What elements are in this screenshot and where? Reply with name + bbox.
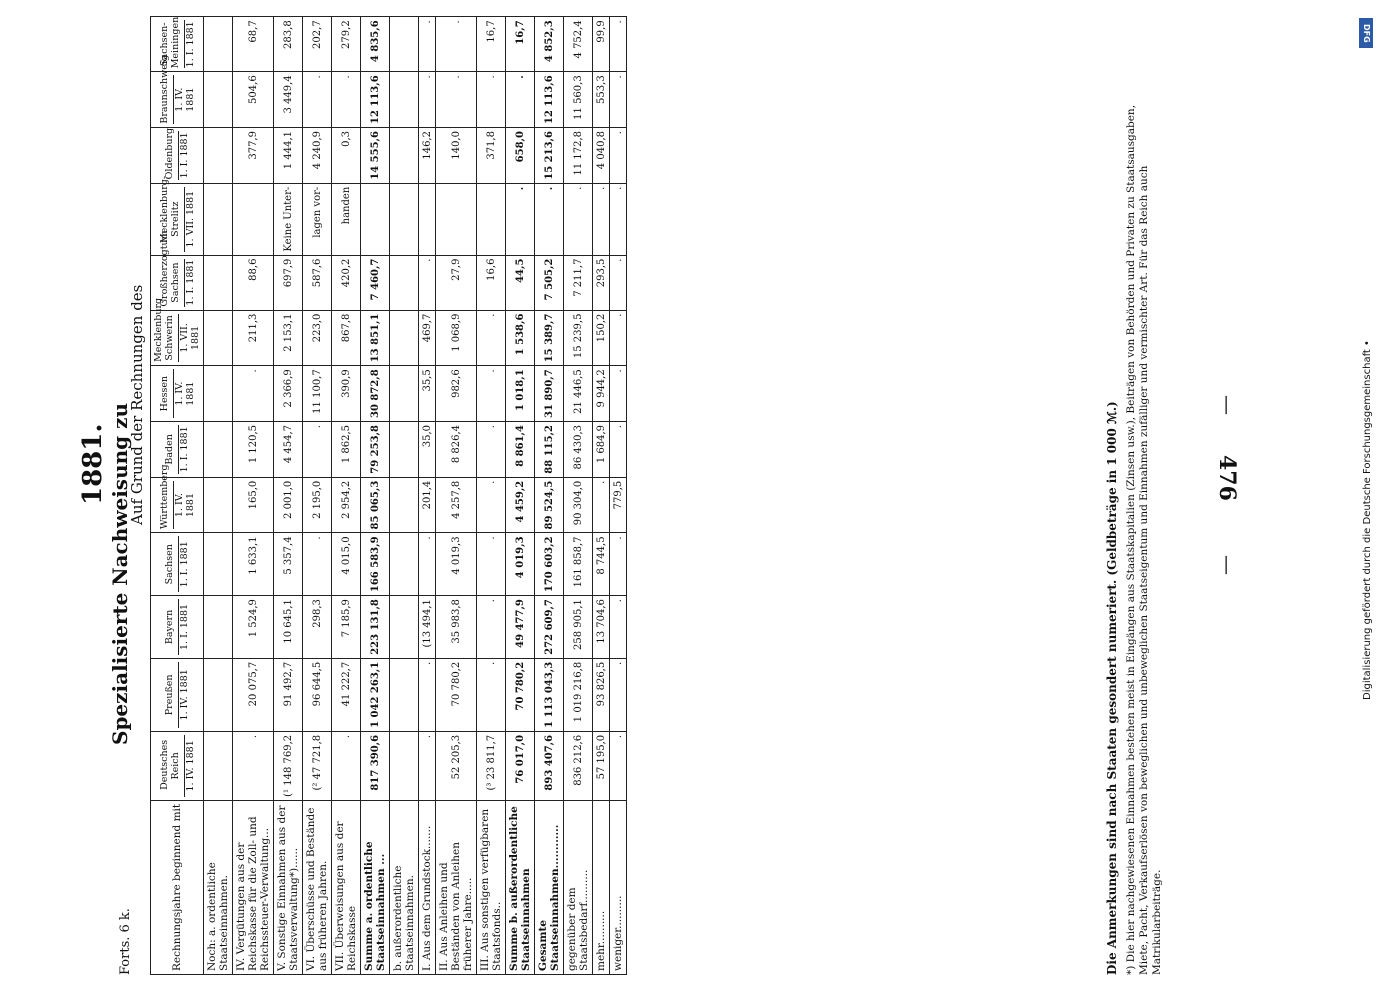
table-cell: . (610, 128, 627, 184)
row-label: II. Aus Anleihen und Beständen von Anleihen früherer Jahre..... (436, 800, 477, 974)
row-label: gegenüber dem Staatsbedarf.......... (564, 800, 593, 974)
table-cell: 76 017,0 (506, 731, 535, 800)
table-cell (390, 366, 419, 422)
table-cell: 553,3 (593, 72, 610, 128)
table-row (332, 17, 361, 975)
row-label: Summe b. außerordentliche Staatseinnahmen (506, 800, 535, 974)
table-cell: 4 835,6 (361, 17, 390, 72)
table-cell: 272 609,7 (535, 596, 564, 659)
table-cell: 12 113,6 (361, 72, 390, 128)
column-header (151, 230, 204, 310)
table-cell: handen (332, 183, 361, 255)
table-cell: 2 153,1 (274, 310, 303, 366)
column-date: 1. I. 1881 (184, 259, 196, 306)
table-cell (361, 183, 390, 255)
table-header-row (151, 17, 204, 975)
table-cell: . (610, 731, 627, 800)
table-cell: 1 524,9 (233, 596, 274, 659)
table-cell: 8 861,4 (506, 422, 535, 478)
table-cell: 4 015,0 (332, 533, 361, 596)
column-header (151, 297, 204, 366)
table-cell: 11 100,7 (303, 366, 332, 422)
table-cell: . (593, 183, 610, 255)
table-cell: 4 459,2 (506, 477, 535, 533)
table-cell (390, 477, 419, 533)
table-cell: 779,5 (610, 477, 627, 533)
table-cell: 5 357,4 (274, 533, 303, 596)
column-state-name: Hessen (158, 375, 170, 412)
column-header (151, 128, 204, 184)
table-cell: 44,5 (506, 255, 535, 310)
row-label: b. außerordentliche Staatseinnahmen. (390, 800, 419, 974)
table-cell: . (506, 72, 535, 128)
year-heading: 1881. (78, 423, 108, 505)
table-cell: 201,4 (419, 477, 436, 533)
column-header (151, 596, 204, 659)
table-cell: 93 826,5 (593, 658, 610, 731)
column-date: 1. IV. 1881 (178, 662, 190, 728)
table-cell: . (506, 183, 535, 255)
table-row (477, 17, 506, 975)
table-cell: 1 018,1 (506, 366, 535, 422)
table-cell: 258 905,1 (564, 596, 593, 659)
table-cell: . (477, 533, 506, 596)
table-cell: . (610, 596, 627, 659)
column-header (151, 55, 204, 128)
table-cell: 279,2 (332, 17, 361, 72)
table-cell: 88,6 (233, 255, 274, 310)
table-cell: . (610, 255, 627, 310)
table-cell: 4 240,9 (303, 128, 332, 184)
table-cell: 7 211,7 (564, 255, 593, 310)
table-cell: 170 603,2 (535, 533, 564, 596)
table-cell: 893 407,6 (535, 731, 564, 800)
column-date: 1. IV. 1881 (184, 735, 196, 797)
table-cell (390, 658, 419, 731)
column-state-name: Baden (164, 434, 175, 465)
notes-block (1105, 75, 1165, 975)
table-cell: . (233, 366, 274, 422)
table-cell: . (303, 72, 332, 128)
table-cell: 12 113,6 (535, 72, 564, 128)
table-row (274, 17, 303, 975)
row-label: weniger.......... (610, 800, 627, 974)
table-cell: 68,7 (233, 17, 274, 72)
column-date: 1. I. 1881 (184, 21, 196, 68)
table-cell: 587,6 (303, 255, 332, 310)
table-cell (390, 731, 419, 800)
table-cell (204, 310, 233, 366)
row-label: Noch: a. ordentliche Staatseinnahmen. (204, 800, 233, 974)
table-cell: 298,3 (303, 596, 332, 659)
dfg-credit: Digitalisierung gefördert durch die Deutsche Forschungsgemeinschaft • (1362, 340, 1373, 700)
table-cell: lagen vor- (303, 183, 332, 255)
table-cell: 4 852,3 (535, 17, 564, 72)
title-line-1: Spezialisierte Nachweisung zu (108, 403, 132, 745)
table-row (361, 17, 390, 975)
table-cell: . (436, 17, 477, 72)
table-cell: . (419, 533, 436, 596)
table-cell: . (419, 72, 436, 128)
table-cell: 57 195,0 (593, 731, 610, 800)
row-label: Gesamte Staatseinnahmen............ (535, 800, 564, 974)
column-state-name: Deutsches Reich (158, 739, 181, 790)
column-date: 1. I. 1881 (178, 536, 190, 592)
table-cell (477, 183, 506, 255)
table-cell (390, 533, 419, 596)
table-cell: 223,0 (303, 310, 332, 366)
table-cell: 11 172,8 (564, 128, 593, 184)
table-cell: . (436, 72, 477, 128)
table-row (535, 17, 564, 975)
column-state-name: Oldenburg (164, 127, 175, 180)
table-cell: . (477, 596, 506, 659)
table-cell: (³ 23 811,7 (477, 731, 506, 800)
table-cell: 2 366,9 (274, 366, 303, 422)
table-cell: 7 460,7 (361, 255, 390, 310)
table-cell (419, 183, 436, 255)
table-cell: . (477, 72, 506, 128)
table-cell: 1 862,5 (332, 422, 361, 478)
page-number: 476 (1214, 455, 1240, 501)
table-cell: 202,7 (303, 17, 332, 72)
table-cell: 85 065,3 (361, 477, 390, 533)
table-cell: 469,7 (419, 310, 436, 366)
table-cell: 1 042 263,1 (361, 658, 390, 731)
table-cell (390, 72, 419, 128)
table-cell: 21 446,5 (564, 366, 593, 422)
table-cell: 165,0 (233, 477, 274, 533)
table-cell: 371,8 (477, 128, 506, 184)
table-cell: 70 780,2 (506, 658, 535, 731)
row-label: mehr.......... (593, 800, 610, 974)
corner-label: Rechnungsjahre beginnend mit (151, 800, 204, 974)
table-cell: . (477, 310, 506, 366)
table-cell: . (419, 658, 436, 731)
table-cell: . (477, 477, 506, 533)
table-cell: 16,7 (506, 17, 535, 72)
table-row (204, 17, 233, 975)
table-cell: 27,9 (436, 255, 477, 310)
table-row (390, 17, 419, 975)
table-cell: 16,7 (477, 17, 506, 72)
table-cell: 2 001,0 (274, 477, 303, 533)
table-cell (204, 366, 233, 422)
table-cell: (13 494,1 (419, 596, 436, 659)
column-header (151, 464, 204, 533)
footnote-text: *) Die hier nachgewiesenen Einnahmen bestehen meist in Eingängen aus Staatskapitalien (Zinsen usw.), Beiträgen von Behörden und Privaten zu Staatsausgaben, Miete, Pacht, Verkaufserlösen von beweglichen und unbeweglichen Staatseigentum und Einnahmen zufälliger und vermischter Art. Für das Reich auch Matrikularbeiträge. (1125, 104, 1163, 975)
column-state-name: Großherzogtum Sachsen (158, 230, 181, 307)
table-cell (204, 422, 233, 478)
table-row (419, 17, 436, 975)
row-label: VII. Überweisungen aus der Reichskasse (332, 800, 361, 974)
table-cell: 1 633,1 (233, 533, 274, 596)
table-cell (390, 255, 419, 310)
table-cell: 35 983,8 (436, 596, 477, 659)
table-cell: . (303, 533, 332, 596)
table-cell (390, 128, 419, 184)
table-cell: . (477, 658, 506, 731)
table-cell: . (610, 366, 627, 422)
table-cell: 283,8 (274, 17, 303, 72)
table-cell: 7 185,9 (332, 596, 361, 659)
table-cell (436, 183, 477, 255)
row-label: IV. Vergütungen aus der Reichskasse für die Zoll- und Reichssteuer-Verwaltung... (233, 800, 274, 974)
table-cell: 14 555,6 (361, 128, 390, 184)
table-cell: 4 454,7 (274, 422, 303, 478)
table-cell: 140,0 (436, 128, 477, 184)
table-cell: 211,3 (233, 310, 274, 366)
table-row (610, 17, 627, 975)
column-header (151, 533, 204, 596)
table-cell: 1 120,5 (233, 422, 274, 478)
table-cell: . (477, 366, 506, 422)
table-cell: 150,2 (593, 310, 610, 366)
table-cell: . (610, 310, 627, 366)
table-cell: . (564, 183, 593, 255)
table-cell: 1 068,9 (436, 310, 477, 366)
row-label: Summe a. ordentliche Staatseinnahmen ... (361, 800, 390, 974)
table-cell: . (477, 422, 506, 478)
table-cell: 658,0 (506, 128, 535, 184)
table-cell: 31 890,7 (535, 366, 564, 422)
column-state-name: Mecklenburg Schwerin (153, 297, 175, 362)
table-cell: 9 944,2 (593, 366, 610, 422)
table-cell (204, 477, 233, 533)
page-dash-right: — (1216, 555, 1240, 575)
column-state-name: Bayern (164, 609, 175, 645)
table-cell: 99,9 (593, 17, 610, 72)
column-date: 1. I. 1881 (179, 426, 190, 473)
column-state-name: Württemberg (158, 464, 170, 530)
table-cell: 86 430,3 (564, 422, 593, 478)
table-cell (390, 183, 419, 255)
page-dash-left: — (1216, 395, 1240, 415)
dfg-logo: DFG (1359, 18, 1373, 48)
table-cell: 35,5 (419, 366, 436, 422)
column-date: 1. VII. 1881 (178, 314, 201, 363)
table-cell: . (610, 533, 627, 596)
table-cell (204, 128, 233, 184)
column-date: 1. IV. 1881 (173, 369, 196, 418)
row-label: III. Aus sonstigen verfügbaren Staatsfonds.. (477, 800, 506, 974)
column-date: 1. I. 1881 (179, 132, 190, 179)
table-cell: 91 492,7 (274, 658, 303, 731)
table-row (593, 17, 610, 975)
table-cell: (² 47 721,8 (303, 731, 332, 800)
table-cell: 8 744,5 (593, 533, 610, 596)
table-cell: 41 222,7 (332, 658, 361, 731)
table-cell: 0,3 (332, 128, 361, 184)
column-header (151, 658, 204, 731)
table-cell: 20 075,7 (233, 658, 274, 731)
column-state-name: Sachsen-Meiningen (158, 16, 181, 69)
table-cell: 16,6 (477, 255, 506, 310)
table-cell: 697,9 (274, 255, 303, 310)
table-cell: 867,8 (332, 310, 361, 366)
table-cell (390, 310, 419, 366)
table-cell: . (332, 72, 361, 128)
table-row (506, 17, 535, 975)
table-wrapper (78, 16, 1150, 975)
column-header (151, 731, 204, 800)
table-cell (204, 17, 233, 72)
table-cell: 88 115,2 (535, 422, 564, 478)
table-cell: 1 538,6 (506, 310, 535, 366)
table-cell: 52 205,3 (436, 731, 477, 800)
table-cell: 11 560,3 (564, 72, 593, 128)
table-cell: 420,2 (332, 255, 361, 310)
table-cell: . (593, 477, 610, 533)
page-header (1160, 35, 1240, 955)
table-cell: 15 389,7 (535, 310, 564, 366)
column-state-name: Preußen (164, 674, 175, 716)
table-cell: . (419, 17, 436, 72)
table-cell: 15 213,6 (535, 128, 564, 184)
table-cell: 817 390,6 (361, 731, 390, 800)
table-cell: (¹ 148 769,2 (274, 731, 303, 800)
table-cell: 70 780,2 (436, 658, 477, 731)
column-date: 1. IV. 1881 (173, 75, 196, 124)
table-cell: 2 195,0 (303, 477, 332, 533)
table-cell: 49 477,9 (506, 596, 535, 659)
table-cell: . (535, 183, 564, 255)
column-state-name: Braunschweig (158, 55, 170, 124)
table-cell: . (419, 255, 436, 310)
table-cell: 90 304,0 (564, 477, 593, 533)
table-cell (204, 255, 233, 310)
table-cell (390, 422, 419, 478)
table-cell (204, 731, 233, 800)
table-row (303, 17, 332, 975)
table-cell: 161 858,7 (564, 533, 593, 596)
table-cell: 166 583,9 (361, 533, 390, 596)
table-cell: 1 113 043,3 (535, 658, 564, 731)
column-date: 1. I. 1881 (178, 599, 190, 655)
table-cell: 13 704,6 (593, 596, 610, 659)
table-cell: 96 644,5 (303, 658, 332, 731)
table-cell: 293,5 (593, 255, 610, 310)
table-cell: 390,9 (332, 366, 361, 422)
table-cell (204, 183, 233, 255)
table-cell: 35,0 (419, 422, 436, 478)
table-cell (204, 596, 233, 659)
table-cell: 4 752,4 (564, 17, 593, 72)
table-cell: . (610, 658, 627, 731)
table-cell: . (303, 422, 332, 478)
table-cell: 79 253,8 (361, 422, 390, 478)
column-date: 1. IV. 1881 (173, 481, 196, 530)
title-block (72, 75, 150, 975)
notes-heading: Die Anmerkungen sind nach Staaten gesondert numeriert. (Geldbeträge in 1 000 ℳ.) (1105, 401, 1119, 975)
column-date: 1. VII. 1881 (184, 187, 196, 252)
table-cell: 377,9 (233, 128, 274, 184)
table-cell: 1 684,9 (593, 422, 610, 478)
table-cell: . (610, 72, 627, 128)
table-cell: Keine Unter- (274, 183, 303, 255)
table-cell (204, 72, 233, 128)
table-cell: 7 505,2 (535, 255, 564, 310)
column-state-name: Mecklenburg-Strelitz (158, 175, 181, 244)
table-cell: 4 040,8 (593, 128, 610, 184)
column-state-name: Sachsen (164, 544, 175, 585)
table-cell: 836 212,6 (564, 731, 593, 800)
table-cell: . (610, 183, 627, 255)
table-cell (233, 183, 274, 255)
row-label: V. Sonstige Einnahmen aus der Staatsverwaltung*)...... (274, 800, 303, 974)
data-table (150, 16, 627, 975)
table-row (436, 17, 477, 975)
table-cell: 2 954,2 (332, 477, 361, 533)
table-cell: . (332, 731, 361, 800)
table-cell: 504,6 (233, 72, 274, 128)
table-cell: . (233, 731, 274, 800)
continuation-label: Forts. 6 k. (118, 908, 133, 975)
table-cell: . (610, 422, 627, 478)
row-label: VI. Überschüsse und Bestände aus früheren Jahren. (303, 800, 332, 974)
table-cell: 982,6 (436, 366, 477, 422)
table-cell: 146,2 (419, 128, 436, 184)
row-label: I. Aus dem Grundstock....... (419, 800, 436, 974)
table-cell: . (419, 731, 436, 800)
digitization-sidebar (1357, 10, 1375, 990)
table-cell: 4 019,3 (506, 533, 535, 596)
table-cell: 4 019,3 (436, 533, 477, 596)
table-cell: 89 524,5 (535, 477, 564, 533)
table-cell: 13 851,1 (361, 310, 390, 366)
table-row (233, 17, 274, 975)
table-cell: 15 239,5 (564, 310, 593, 366)
table-cell: 4 257,8 (436, 477, 477, 533)
title-line-2: Auf Grund der Rechnungen des (128, 284, 146, 525)
column-header (151, 366, 204, 422)
table-cell: 223 131,8 (361, 596, 390, 659)
table-cell: 1 444,1 (274, 128, 303, 184)
table-cell (204, 533, 233, 596)
table-cell: 1 019 216,8 (564, 658, 593, 731)
table-cell: . (610, 17, 627, 72)
table-cell: 8 826,4 (436, 422, 477, 478)
table-cell: 10 645,1 (274, 596, 303, 659)
table-cell: 30 872,8 (361, 366, 390, 422)
table-row (564, 17, 593, 975)
table-cell (390, 17, 419, 72)
table-cell: 3 449,4 (274, 72, 303, 128)
table-cell (204, 658, 233, 731)
table-cell (390, 596, 419, 659)
column-header (151, 17, 204, 72)
